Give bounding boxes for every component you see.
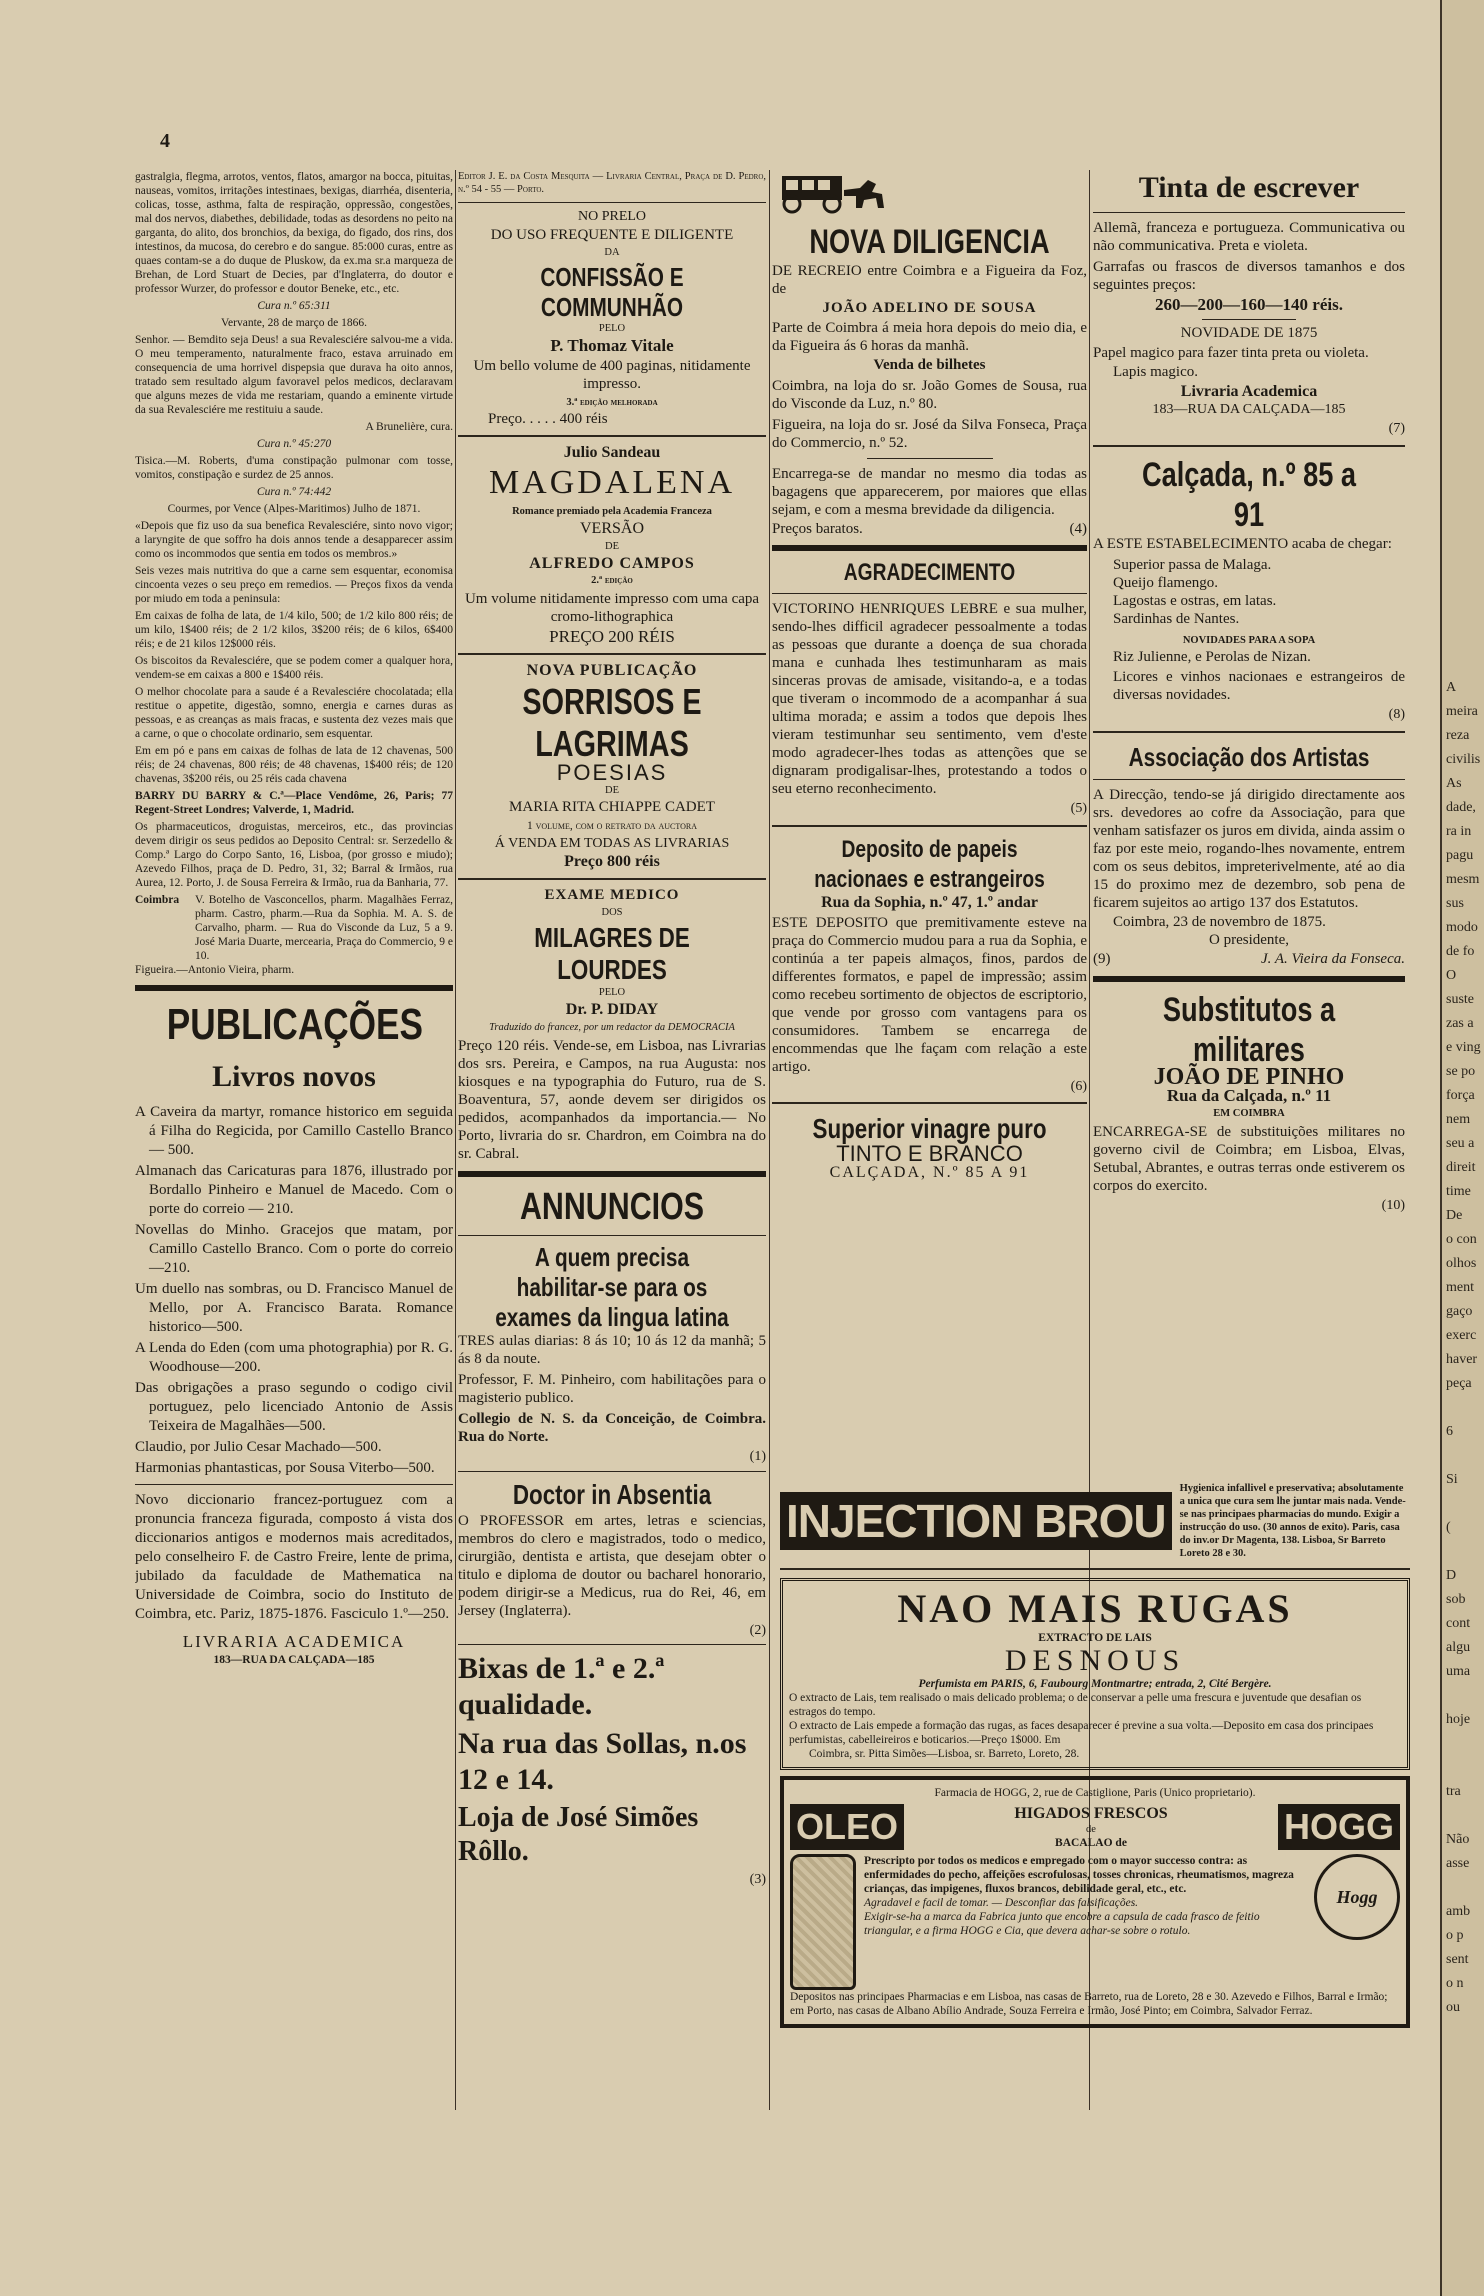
edge-fragment: D [1446,1568,1457,1583]
oleo-body [790,1854,1400,1990]
edge-fragment: direit [1446,1160,1476,1175]
edge-fragment: amb [1446,1904,1471,1919]
magdalena-title: MAGDALENA [488,463,736,501]
edge-fragment: reza [1446,728,1470,743]
edge-fragment: haver [1446,1352,1478,1367]
de-label: DE [605,784,619,796]
book-item: Novellas do Minho. Gracejos que matam, por Camillo Castello Branco. Com o porte do correio—210. [135,1222,453,1276]
volume-desc: Um bello volume de 400 paginas, nitidamente impresso. [473,357,751,392]
book-item: Almanach das Caricaturas para 1876, illustrado por Bordallo Pinheiro e Manuel de Macedo. Com o porte do correio — 210. [135,1163,453,1217]
estab-item: Sardinhas de Nantes. [1113,610,1240,627]
exame-medico: EXAME MEDICO [544,886,680,903]
bixas-heading: Bixas de 1.ª e 2.ª qualidade. [458,1652,665,1722]
associacao-heading: Associação dos Artistas [1128,741,1370,772]
oleo-text [864,1854,1306,1938]
edge-fragment: O [1446,968,1457,983]
extracto-label: EXTRACTO DE LAIS [1038,1632,1152,1644]
ad-number: (2) [749,1622,766,1638]
edge-fragment: de fo [1446,944,1475,959]
divider [458,1235,766,1236]
injection-text: Hygienica infallivel e preservativa; absolutamente a unica que cura sem lhe juntar mais nada. Vende-se nas principaes pharmacias do mundo. Exigir a instrucção do uso. (30 annos de exito). Paris, casa do inv.or Dr Magenta, 138. Lisboa, Sr Barreto Loreto 28 e 30. [1179,1483,1406,1559]
volume-desc: 1 volume, com o retrato da auctora [526,819,698,832]
editor-line: Editor J. E. da Costa Mesquita — Livraria Central, Praça de D. Pedro, n.º 54 - 55 — Porto. [458,171,766,195]
edge-fragment: nem [1446,1112,1471,1127]
cura-place: Vervante, 28 de março de 1866. [221,317,367,329]
preco-label: PREÇO 200 RÉIS [549,627,675,647]
lais-text-1: O extracto de Lais, tem realisado o mais delicado problema; o de conservar a pelle uma frescura e juventude que desafian os estragos do tempo. [789,1692,1362,1718]
precos-line [772,522,1087,538]
edge-fragment: sob [1446,1592,1466,1607]
edge-fragment: asse [1446,1856,1470,1871]
riz-text: Riz Julienne, e Perolas de Nizan. [1113,648,1311,665]
uso-frequente: DO USO FREQUENTE E DILIGENTE [490,226,734,243]
nova-publicacao: NOVA PUBLICAÇÃO [526,661,698,679]
collegio-text: Collegio de N. S. da Conceição, de Coimbra. Rua do Norte. [458,1410,766,1445]
edge-fragment: o con [1446,1232,1477,1247]
cura-number: Cura n.º 65:311 [257,300,331,312]
divider [1093,731,1405,733]
section-rule [1093,976,1405,982]
injection-ad [780,1482,1410,1560]
lapis-text: Lapis magico. [1113,364,1198,381]
livraria-academica: Livraria Academica [1180,382,1318,400]
oleo-hogg-ad [780,1776,1410,2028]
next-page-edge [1440,0,1484,2296]
livraria-academica: LIVRARIA ACADEMICA [182,1632,406,1651]
author-sandeau: Julio Sandeau [563,444,661,462]
agradecimento-text: VICTORINO HENRIQUES LEBRE e sua mulher, sendo-lhes difficil agradecer pessoalmente a todas as pessoas que durante a doença de sua chorada mana e cunhada lhes testimunharam as mais sinceras provas de amisade, visitando-a, e a todas que tiveram o incommodo de a acompanhar á sua ultima morada; e assim a todos que depois lhes vieram testimunhar seu sentimento, vem d'este modo agradecer-lhes todas as attenções que se dignaram prodigalisar-lhes, protestando a todos o seu eterno reconhecimento. [772,601,1087,798]
section-rule [772,545,1087,551]
divider [135,1484,453,1485]
garrafas-text: Garrafas ou frascos de diversos tamanhos e dos seguintes preços: [1093,259,1405,293]
rugas-ad [780,1578,1410,1770]
edge-fragment: sus [1446,896,1464,911]
divider [772,825,1087,827]
doctor-text: O PROFESSOR em artes, letras e sciencias, membros do clero e magistrados, todo o medico, cirurgião, dentista e artista, que desejam obter o titulo e diploma de doutor ou bacharel honorario, podem dirigir-se a Medicus, rua do Rei, 46, em Jersey (Inglaterra). [458,1512,766,1619]
venda-bilhetes: Venda de bilhetes [873,357,986,374]
doctor-heading: Doctor in Absentia [512,1478,712,1510]
maria-rita: MARIA RITA CHIAPPE CADET [509,798,715,815]
ad-number: (7) [1388,420,1405,436]
ad-number: (10) [1381,1197,1405,1213]
professor-text: Professor, F. M. Pinheiro, com habilitações para o magisterio publico. [458,1371,766,1406]
estab-item: Queijo flamengo. [1113,574,1218,591]
edge-fragment: peça [1446,1376,1472,1391]
coimbra-label: Coimbra [135,894,180,906]
column-2 [458,170,766,2130]
book-item: Um duello nas sombras, ou D. Francisco Manuel de Mello, por A. Francisco Barata. Romance historico—500. [135,1281,453,1335]
latin-heading: A quem precisa habilitar-se para os exames da lingua latina [495,1241,729,1332]
divider [458,1471,766,1472]
recreio-text: DE RECREIO entre Coimbra e a Figueira da Foz, de [772,262,1087,297]
livraria-address: 183—RUA DA CALÇADA—185 [1152,402,1346,418]
column-1 [135,170,453,2130]
ad-number: (3) [749,1872,766,1888]
edge-fragment: Si [1446,1472,1458,1487]
prescripto-text: Prescripto por todos os medicos e empregado com o mayor successo contra: as enfermidades do pecho, affeições escrofulosas, tosses chronicas, rheumatismos, magreza crianças, das impigenes, fluxos brancos, debilidade geral, etc., etc. [864,1855,1294,1895]
assoc-text: A Direcção, tendo-se já dirigido directamente aos srs. devedores ao cofre da Associação, para que venham satisfazer os juros em divida, ainda assim o faz por este meio, rogando-lhes novamente, entrem com os seus debitos, impreterivelmente, até ao dia 15 do proximo mez de dezembro, sob pena de ficarem sujeitos ao artigo 137 dos Estatutos. [1093,786,1405,911]
author-diday: Dr. P. DIDAY [565,1001,659,1019]
edge-fragment: time [1446,1184,1471,1199]
estab-item: Lagostas e ostras, em latas. [1113,592,1277,609]
cura-text: Senhor. — Bemdito seja Deus! a sua Revalesciére salvou-me a vida. O meu temperamento, naturalmente fraco, estava arruinado em consequencia de uma horrivel dispepsia que durava ha oito annos, tratado sem resultado algum favoravel pelos medicos, declaravam que alguns mezes de vida me restariam, quando a eminente virtude da sua Revalesciére me restituiu a saude. [135,334,453,416]
edge-fragment: pagu [1446,848,1474,863]
divider [458,202,766,203]
cura-signature: A Brunelière, cura. [365,421,453,433]
edge-fragment: gaço [1446,1304,1473,1319]
sollas-text: Na rua das Sollas, n.os 12 e 14. [458,1727,747,1797]
chocolate-text: O melhor chocolate para a saude é a Revalesciére chocolatada; ella restitue o appetite, digestão, somno, energia e carnes duras as pessoas, e as creanças as mais fracas, e sustenta dez vezes mais que a carne, o que o chocolate ordinario, sem esquentar. [135,686,453,740]
encarrega-text: Encarrega-se de mandar no mesmo dia todas as bagagens que apparecerem, por maiores que ellas sejam, e com a mesma brevidade da diligencia. [772,465,1087,518]
publicacoes-heading: PUBLICAÇÕES [166,1000,423,1049]
edge-fragment: seu a [1446,1136,1475,1151]
divider [780,1568,1410,1570]
edge-fragment: ra in [1446,824,1472,839]
page-number: 4 [160,130,170,152]
book-item: Harmonias phantasticas, por Sousa Viterbo—500. [135,1460,435,1476]
divider [867,458,993,459]
ad-number: (8) [1388,707,1405,723]
livraria-address: 183—RUA DA CALÇADA—185 [213,1653,375,1666]
coimbra-list [135,893,453,963]
nova-diligencia-heading: NOVA DILIGENCIA [809,222,1050,261]
assoc-sign-line [1093,952,1405,968]
injection-brou-logo: INJECTION BROU [780,1492,1172,1550]
venda-label: Á VENDA EM TODAS AS LIVRARIAS [494,835,730,851]
parte-text: Parte de Coimbra á meia hora depois do meio dia, e da Figueira ás 6 horas da manhã. [772,320,1087,355]
tinto-branco: TINTO E BRANCO [836,1141,1023,1167]
licores-text: Licores e vinhos nacionaes e estrangeiros de diversas novidades. [1113,669,1405,704]
cura-text: «Depois que fiz uso da sua benefica Revalesciére, sinto novo vigor; a laryngite de que soffro ha dois annos tende a desapparecer assim como os incommodos que sentia em todos os membros.» [135,520,453,560]
calcada-heading: Calçada, n.º 85 a 91 [1141,455,1357,534]
edicao-label: 3.ª edição melhorada [566,396,658,408]
edge-fragment: civilis [1446,752,1481,767]
desnous-label: DESNOUS [1004,1644,1186,1677]
agradavel-text: Agradavel e facil de tomar. — Desconfiar das falsificações. [864,1897,1139,1909]
presidente-label: O presidente, [1209,932,1289,949]
divider [772,593,1087,594]
author-vitale: P. Thomaz Vitale [550,336,674,356]
dicionario-text: Novo diccionario francez-portuguez com a pronuncia franceza figurada, composto á vista dos diccionarios antigos e modernos mais acreditados, pelo conselheiro F. de Castro Freire, lente de prima, jubilado da faculdade de Mathematica na Universidade de Coimbra, socio do Instituto de Coimbra, etc. Pariz, 1875-1876. Fasciculo 1.º—250. [135,1492,453,1622]
prices-text: Em caixas de folha de lata, de 1/4 kilo, 500; de 1/2 kilo 800 réis; de um kilo, 1$400 réis; de 2 1/2 kilos, 3$200 réis; de 6 kilos, 6$400 réis; e de 21 kilos 12$000 réis. [135,610,453,650]
book-item: A Lenda do Eden (com uma photographia) por R. G. Woodhouse—200. [135,1340,453,1375]
barry-address: BARRY DU BARRY & C.ª—Place Vendôme, 26, Paris; 77 Regent-Street Londres; Valverde, 1, Madrid. [135,790,453,816]
substitutos-heading: Substitutos a militares [1162,990,1336,1069]
tinta-precos: 260—200—160—140 réis. [1155,295,1343,314]
de-label: DE [605,540,619,552]
edge-fragment: tra [1446,1784,1461,1799]
divider [772,1102,1087,1104]
divider [1093,445,1405,447]
edicao-label: 2.ª edição [591,575,633,587]
higados-label: HIGADOS FRESCOS [1014,1804,1168,1822]
edge-fragment: ou [1446,2000,1460,2015]
agradecimento-heading: AGRADECIMENTO [843,559,1016,587]
em-coimbra: EM COIMBRA [1213,1107,1285,1119]
nao-mais-rugas: NAO MAIS RUGAS [897,1586,1293,1631]
volume-desc: Um volume nitidamente impresso com uma capa cromo-lithographica [464,591,760,626]
divider [458,435,766,437]
da-label: DA [604,247,620,259]
book-item: A Caveira da martyr, romance historico em seguida á Filha do Regicida, por Camillo Castello Branco — 500. [135,1104,453,1158]
novidades-sopa: NOVIDADES PARA A SOPA [1182,634,1316,646]
divider [1202,319,1296,320]
biscoitos-text: Os biscoitos da Revalesciére, que se podem comer a qualquer hora, vendem-se em caixas a 800 e 1$400 réis. [135,655,453,681]
edge-fragment: As [1446,776,1462,791]
annuncios-heading: ANNUNCIOS [519,1185,705,1228]
edge-fragment: mesm [1446,872,1480,887]
lais-text-2: O extracto de Lais empede a formação das rugas, as faces desaparecer é previne a sua volta.—Deposito em casa dos principaes perfumistas, cabelleireiros e boticarios.—Preço 1$000. Em [789,1720,1374,1746]
figueira-text: Figueira, na loja do sr. José da Silva Fonseca, Praça do Commercio, n.º 52. [772,416,1087,451]
book-item: Das obrigações a praso segundo o codigo civil portuguez, pelo licenciado Antonio de Assis Teixeira de Magalhães—500. [135,1380,453,1434]
divider [458,878,766,880]
edge-fragment: dade, [1446,800,1476,815]
sorrisos-title: SORRISOS E LAGRIMAS [522,681,702,765]
edge-fragment: De [1446,1208,1463,1223]
pelo-label: PELO [598,323,626,335]
ad-number: (4) [1069,520,1087,537]
deposito-heading: Deposito de papeis nacionaes e estrangeiros [814,835,1045,893]
edge-fragment: meira [1446,704,1478,719]
novidade-label: NOVIDADE DE 1875 [1180,324,1318,341]
edge-fragment: o p [1446,1928,1464,1943]
edge-fragment: hoje [1446,1712,1471,1727]
oleo-logo: OLEO [790,1804,904,1850]
pharmacists-text: Os pharmaceuticos, droguistas, merceiros, etc., das provincias devem dirigir os seus pedidos ao Deposito Central: sr. Serzedello & Comp.ª Largo do Corpo Santo, 16, Lisboa, (por grosso e miudo); Azevedo Filhos, praça de D. Pedro, 31, 32; Barral & Irmãos, rua Aurea, 12. Porto, J. de Sousa Ferreira & Irmão, rua da Banharia, 77. [135,821,453,889]
exigir-text: Exigir-se-ha a marca da Fabrica junto que encobre a capsula de cada frasco de feitio triangular, e a firma HOGG e Cia, que devera achar-se sobre o rotulo. [864,1911,1260,1937]
joao-pinho: JOÃO DE PINHO [1153,1063,1345,1090]
column-4 [1093,170,1405,1470]
ad-number: (9) [1093,950,1111,967]
premiado-label: Romance premiado pela Academia Franceza [512,505,712,517]
stagecoach-icon [772,170,892,214]
column-divider [455,170,456,2110]
aulas-text: TRES aulas diarias: 8 ás 10; 10 ás 12 da manhã; 5 ás 8 da noute. [458,1332,766,1367]
cura-text: Tisica.—M. Roberts, d'uma constipação pulmonar com tosse, vomitos, constipação e surdez de 25 annos. [135,455,453,481]
ad-number: (6) [1070,1078,1087,1094]
edge-fragment: cont [1446,1616,1471,1631]
estab-text: A ESTE ESTABELECIMENTO acaba de chegar: [1093,535,1392,552]
edge-fragment: zas a [1446,1016,1474,1031]
farmacia-line: Farmacia de HOGG, 2, rue de Castiglione, Paris (Unico proprietario). [934,1787,1256,1799]
perfumista-label: Perfumista em PARIS, 6, Faubourg Montmartre; entrada, 2, Cité Bergère. [918,1678,1272,1690]
lais-text-3: Coimbra, sr. Pitta Simões—Lisboa, sr. Barreto, Loreto, 28. [809,1748,1080,1760]
edge-fragment: o n [1446,1976,1464,1991]
edge-fragment: suste [1446,992,1474,1007]
edge-fragment: se po [1446,1064,1476,1079]
vinagre-heading: Superior vinagre puro [812,1113,1047,1145]
cura-number: Cura n.º 45:270 [256,438,332,450]
tinta-text: Allemã, franceza e portugueza. Communicativa ou não communicativa. Preta e violeta. [1093,220,1405,254]
edge-fragment: olhos [1446,1256,1477,1271]
edge-fragment: A [1446,680,1457,695]
section-rule [135,985,453,991]
rua-sophia: Rua da Sophia, n.º 47, 1.º andar [821,893,1038,911]
section-rule [458,1171,766,1177]
estab-item: Superior passa de Malaga. [1113,556,1272,573]
oleo-header [790,1804,1400,1850]
joao-adelino: JOÃO ADELINO DE SOUSA [822,299,1037,316]
versao-label: VERSÃO [579,519,644,537]
deposito-text: ESTE DEPOSITO que premitivamente esteve na praça do Commercio mudou para a rua da Sophia, e continúa a ter papeis almaços, finos, pardos de differentes formatos, e papel de impressão; assim como recebeu sortimento de objectos de escriptorio, que vende por grosso com vantagens para os consumidores. Tambem se encarrega de encommendas que lhe façam com relação a este artigo. [772,914,1087,1075]
depositos-text: Depositos nas principaes Pharmacias e em Lisboa, nas casas de Barreto, rua de Loreto, 28 e 30. Azevedo e Filhos, Barral e Irmão; em Porto, nas casas de Albano Abílio Andrade, Souza Ferreira e Irmão, José Pinto; em Coimbra, Salvador Ferraz. [790,1991,1388,2017]
edge-fragment: 6 [1446,1424,1453,1439]
papel-text: Papel magico para fazer tinta preta ou violeta. [1093,345,1369,362]
traduzido-label: Traduzido do francez, por um redactor da DEMOCRACIA [489,1021,735,1033]
ad-number: (5) [1070,801,1087,817]
divider [458,1644,766,1645]
edge-fragment: exerc [1446,1328,1477,1343]
cura-number: Cura n.º 74:442 [256,486,332,498]
column-divider [769,170,770,2110]
divider [1093,779,1405,780]
calcada-addr: CALÇADA, N.º 85 A 91 [829,1163,1030,1181]
lourdes-text: Preço 120 réis. Vende-se, em Lisboa, nas Livrarias dos srs. Pereira, e Campos, na rua Augusta: nos kiosques e na typographia do Futuro, rua de S. Boaventura, 57, aonde devem ser dirigidos os pedidos, acompanhados da importancia.— No Porto, livraria do sr. Chardron, em Coimbra na do sr. Cabral. [458,1037,766,1162]
nutrition-text: Seis vezes mais nutritiva do que a carne sem esquentar, economisa cincoenta vezes o seu preço em remedios. — Preços fixos da venda por miudo em toda a peninsula: [135,565,453,605]
books-list [135,1103,453,1478]
cura-place: Courmes, por Vence (Alpes-Maritimos) Julho de 1871. [167,503,421,515]
alfredo-campos: ALFREDO CAMPOS [529,554,695,572]
edge-fragment: ( [1446,1520,1451,1535]
livros-novos-heading: Livros novos [212,1060,376,1093]
hogg-logo: HOGG [1278,1804,1400,1850]
assoc-date: Coimbra, 23 de novembro de 1875. [1113,913,1326,930]
pelo-label: PELO [598,987,626,999]
edge-fragment: modo [1446,920,1478,935]
confissao-title: CONFISSÃO E COMMUNHÃO [540,262,684,323]
precos-baratos: Preços baratos. [772,520,863,537]
divider [1093,212,1405,213]
fonseca-sign: J. A. Vieira da Fonseca. [1261,950,1405,967]
figueira-text: Figueira.—Antonio Vieira, pharm. [135,964,295,976]
edge-fragment: sent [1446,1952,1469,1967]
substitutos-text: ENCARREGA-SE de substituições militares no governo civil de Coimbra; em Lisboa, Elvas, Setubal, Abrantes, e outras terras onde estiverem os corpos do exercito. [1093,1123,1405,1194]
edge-fragment: ment [1446,1280,1474,1295]
rua-calcada: Rua da Calçada, n.º 11 [1166,1086,1332,1106]
edge-fragment: força [1446,1088,1475,1103]
edge-fragment: Não [1446,1832,1470,1847]
divider [458,653,766,655]
higados-block [1014,1805,1167,1850]
loja-text: Loja de José Simões Rôllo. [458,1802,699,1868]
estab-items [1093,556,1405,628]
book-item: Claudio, por Julio Cesar Machado—500. [135,1439,382,1455]
wide-ads-block [780,1482,1410,2028]
edge-fragment: algu [1446,1640,1471,1655]
edge-fragment: e ving [1446,1040,1481,1055]
coimbra-text: Coimbra, na loja do sr. João Gomes de Sousa, rua do Visconde da Luz, n.º 80. [772,377,1087,412]
ad-number: (1) [749,1448,766,1464]
coimbra-entries: V. Botelho de Vasconcellos, pharm. Magalhães Ferraz, pharm. Castro, pharm.—Rua da Sophia. M. A. S. de Carvalho, pharm. — Rua do Visconde da Luz, 5 a 9. José Maria Duarte, mercearia, Praça do Commercio, 9 e 10. [195,894,453,962]
bottle-icon [790,1854,856,1990]
dos-label: DOS [601,907,623,919]
poesias-label: POESIAS [556,760,668,786]
revalesciere-intro: gastralgia, flegma, arrotos, ventos, flatos, amargor na bocca, pituitas, nauseas, vomitos, irritações intestinaes, bexigas, diarrhéa, disenteria, colicas, tosse, asthma, falta de respiração, oppressão, congestões, mal dos nervos, diabethes, debilidade, todas as desordens no peito na garganta, do alito, dos bronchios, da bexiga, do figado, dos rins, dos intestinos, da mucosa, do cerebro e do sangue. 85:000 curas, entre as quaes contam-se a do duque de Pluskow, da ex.ma sr.a marqueza de Brehan, de Lord Stuart de Decies, par d'Inglaterra, do doutor e professor Wurzer, do professor e doutor Beneke, etc., etc. [135,171,453,295]
edge-fragment: uma [1446,1664,1471,1679]
preco-label: Preço. . . . . 400 réis [488,410,608,427]
po-text: Em em pó e pans em caixas de folhas de lata de 12 chavenas, 500 réis; de 24 chavenas, 800 réis; de 48 chavenas, 1$400 réis; de 120 chavenas, 3$200 réis, ou 25 réis cada chavena [135,745,453,785]
hogg-seal-icon: Hogg [1314,1854,1400,1940]
de-label: de [1086,1823,1096,1835]
bacalao-label: BACALAO de [1055,1836,1127,1849]
milagres-title: MILAGRES DE LOURDES [534,922,690,986]
preco-label: Preço 800 réis [564,853,660,871]
tinta-heading: Tinta de escrever [1138,171,1360,204]
no-prelo: NO PRELO [577,209,647,224]
